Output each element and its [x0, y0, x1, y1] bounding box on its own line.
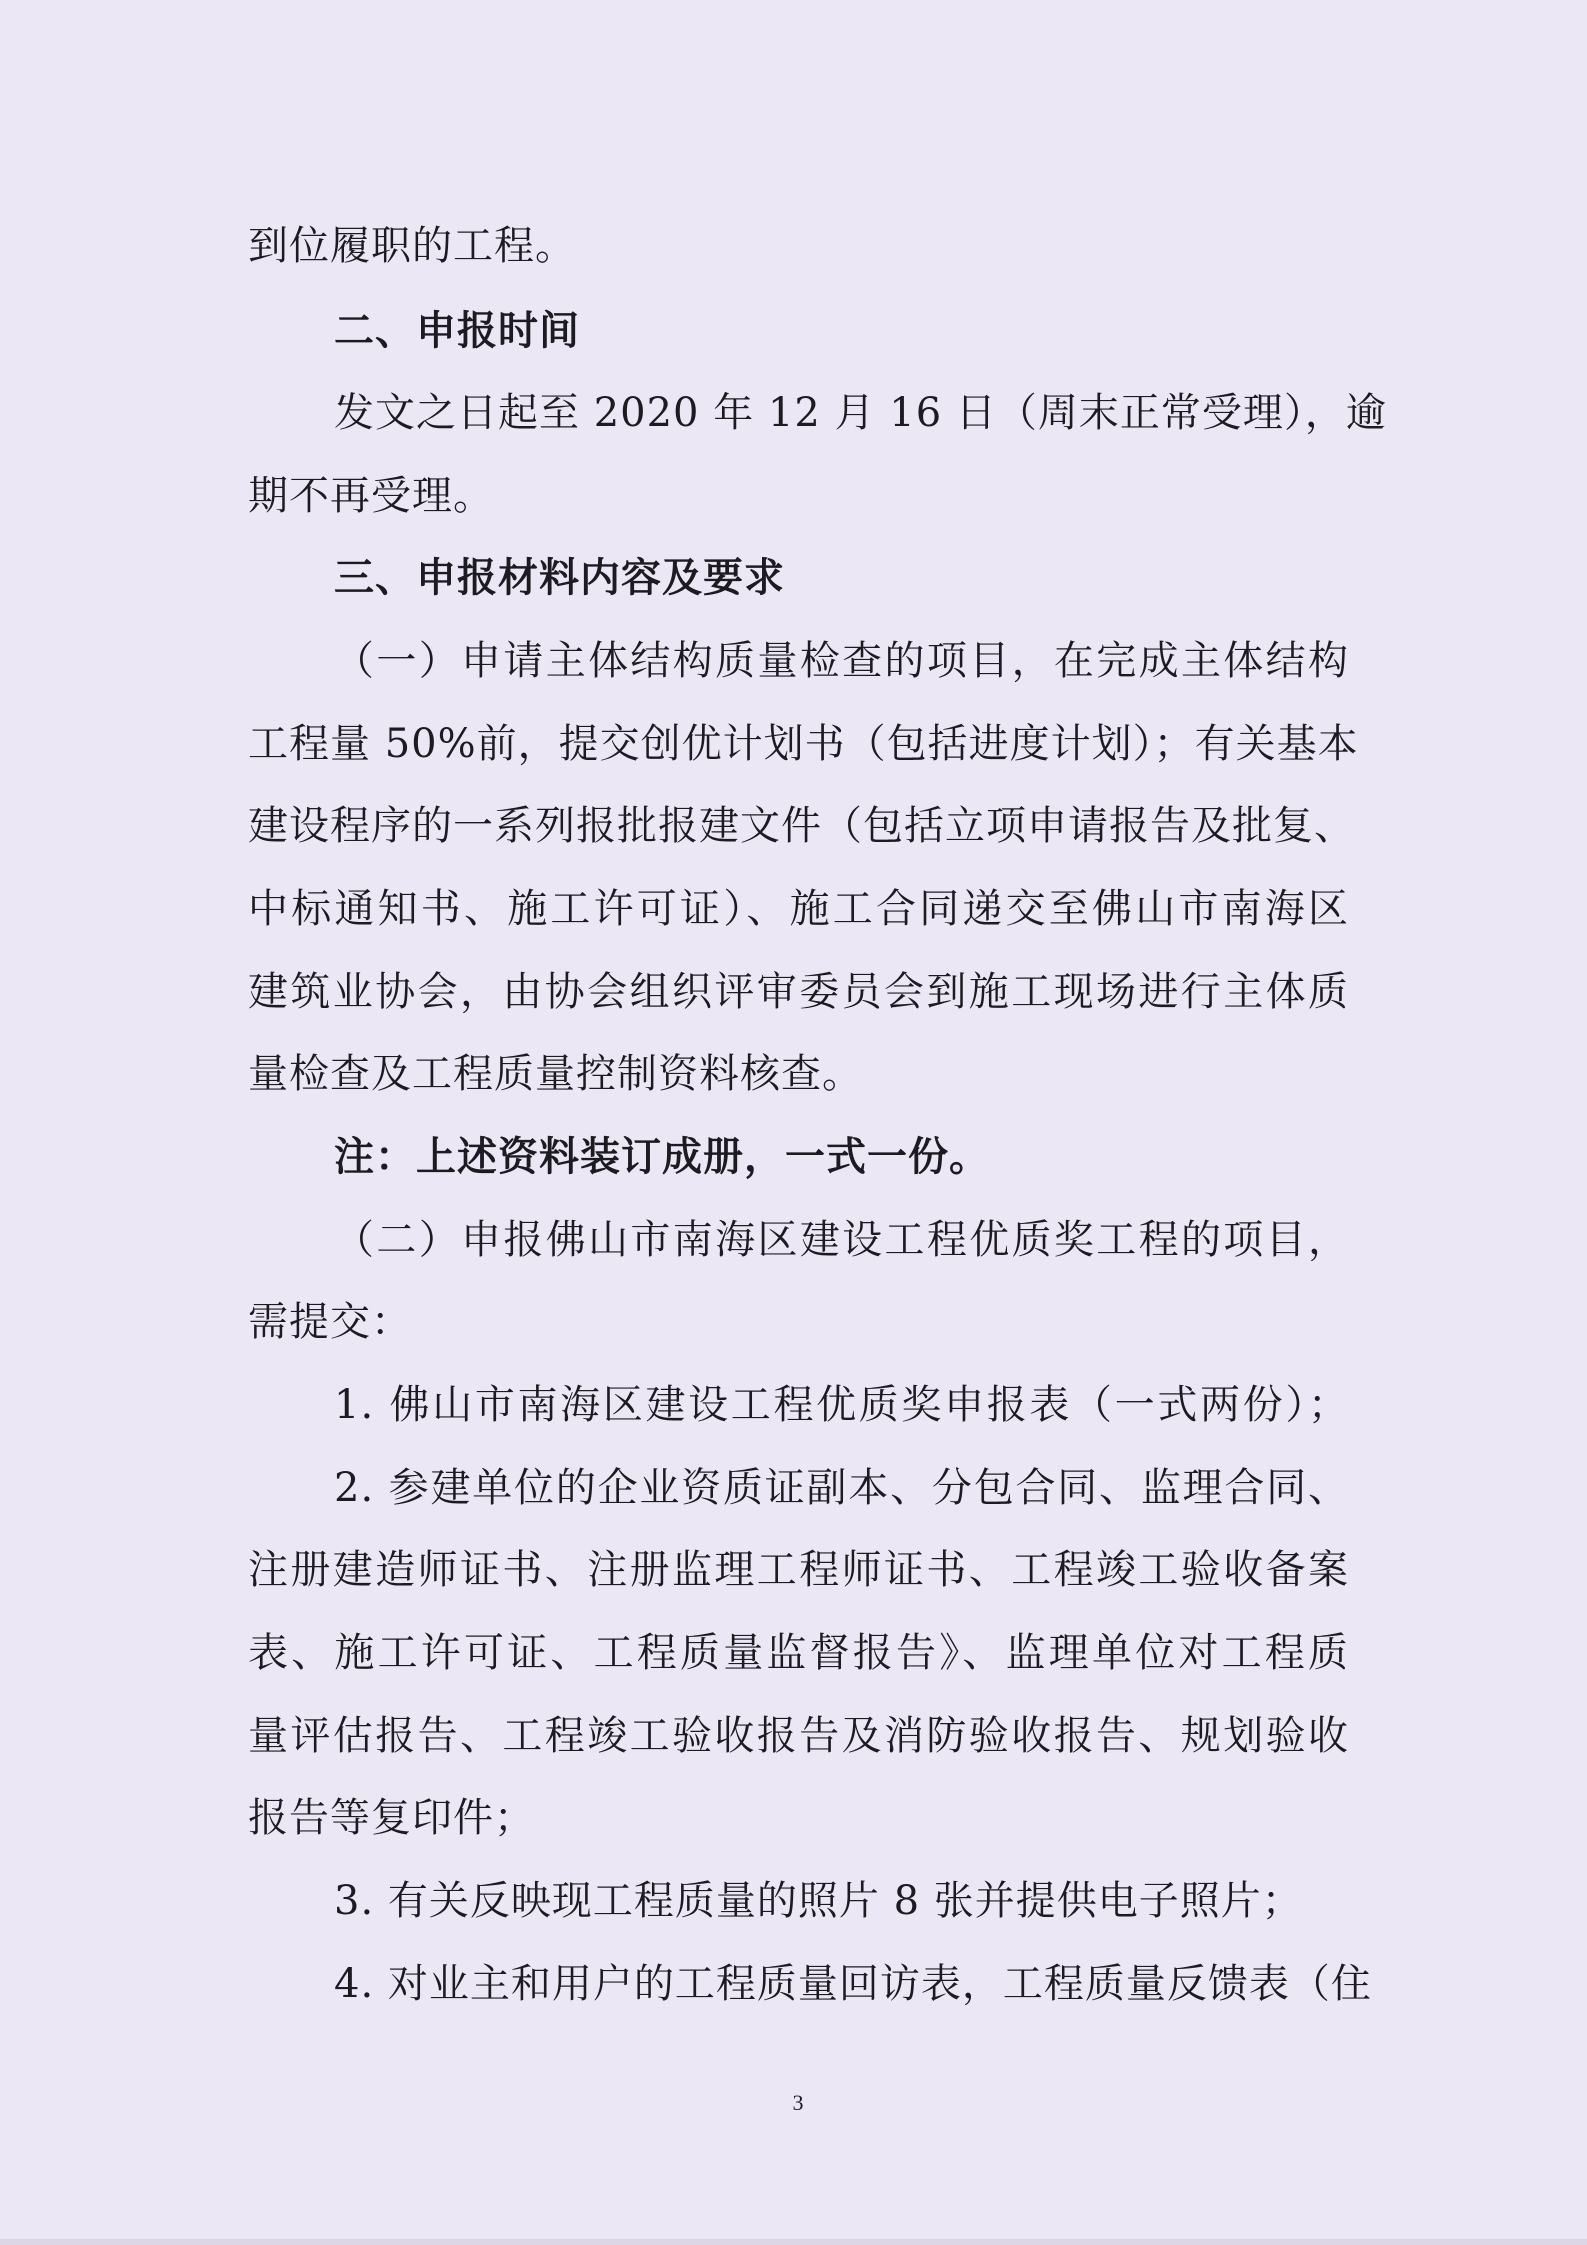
- body-text-line: 发文之日起至 2020 年 12 月 16 日（周末正常受理），逾: [334, 390, 1387, 436]
- body-text-line: 到位履职的工程。: [248, 223, 576, 269]
- body-text-line: 量检查及工程质量控制资料核查。: [248, 1051, 863, 1097]
- section-heading: 二、申报时间: [334, 308, 580, 354]
- body-text-line: 工程量 50%前，提交创优计划书（包括进度计划）；有关基本: [248, 721, 1359, 767]
- body-text-line: 量评估报告、工程竣工验收报告及消防验收报告、规划验收: [248, 1713, 1349, 1759]
- body-text-line: （一）申请主体结构质量检查的项目，在完成主体结构: [334, 638, 1349, 684]
- body-text-line: 需提交：: [248, 1299, 412, 1345]
- body-text-line: 1. 佛山市南海区建设工程优质奖申报表（一式两份）；: [334, 1382, 1349, 1428]
- scan-edge: [0, 2239, 1587, 2245]
- body-text-line: 中标通知书、施工许可证）、施工合同递交至佛山市南海区: [248, 886, 1349, 932]
- body-text-line: 期不再受理。: [248, 473, 494, 519]
- body-text-line: 表、施工许可证、工程质量监督报告》、监理单位对工程质: [248, 1630, 1349, 1676]
- body-text-line: 建设程序的一系列报批报建文件（包括立项申请报告及批复、: [248, 803, 1355, 849]
- body-text-line: 报告等复印件；: [248, 1795, 535, 1841]
- section-heading: 注：上述资料装订成册，一式一份。: [334, 1134, 990, 1180]
- body-text-line: 3. 有关反映现工程质量的照片 8 张并提供电子照片；: [334, 1878, 1303, 1924]
- body-text-line: 4. 对业主和用户的工程质量回访表，工程质量反馈表（住: [334, 1961, 1372, 2007]
- body-text-line: 注册建造师证书、注册监理工程师证书、工程竣工验收备案: [248, 1547, 1349, 1593]
- page-number: 3: [792, 2090, 804, 2115]
- section-heading: 三、申报材料内容及要求: [334, 555, 785, 601]
- body-text-line: 2. 参建单位的企业资质证副本、分包合同、监理合同、: [334, 1465, 1349, 1511]
- body-text-line: （二）申报佛山市南海区建设工程优质奖工程的项目，: [334, 1217, 1349, 1263]
- body-text-line: 建筑业协会，由协会组织评审委员会到施工现场进行主体质: [248, 969, 1349, 1015]
